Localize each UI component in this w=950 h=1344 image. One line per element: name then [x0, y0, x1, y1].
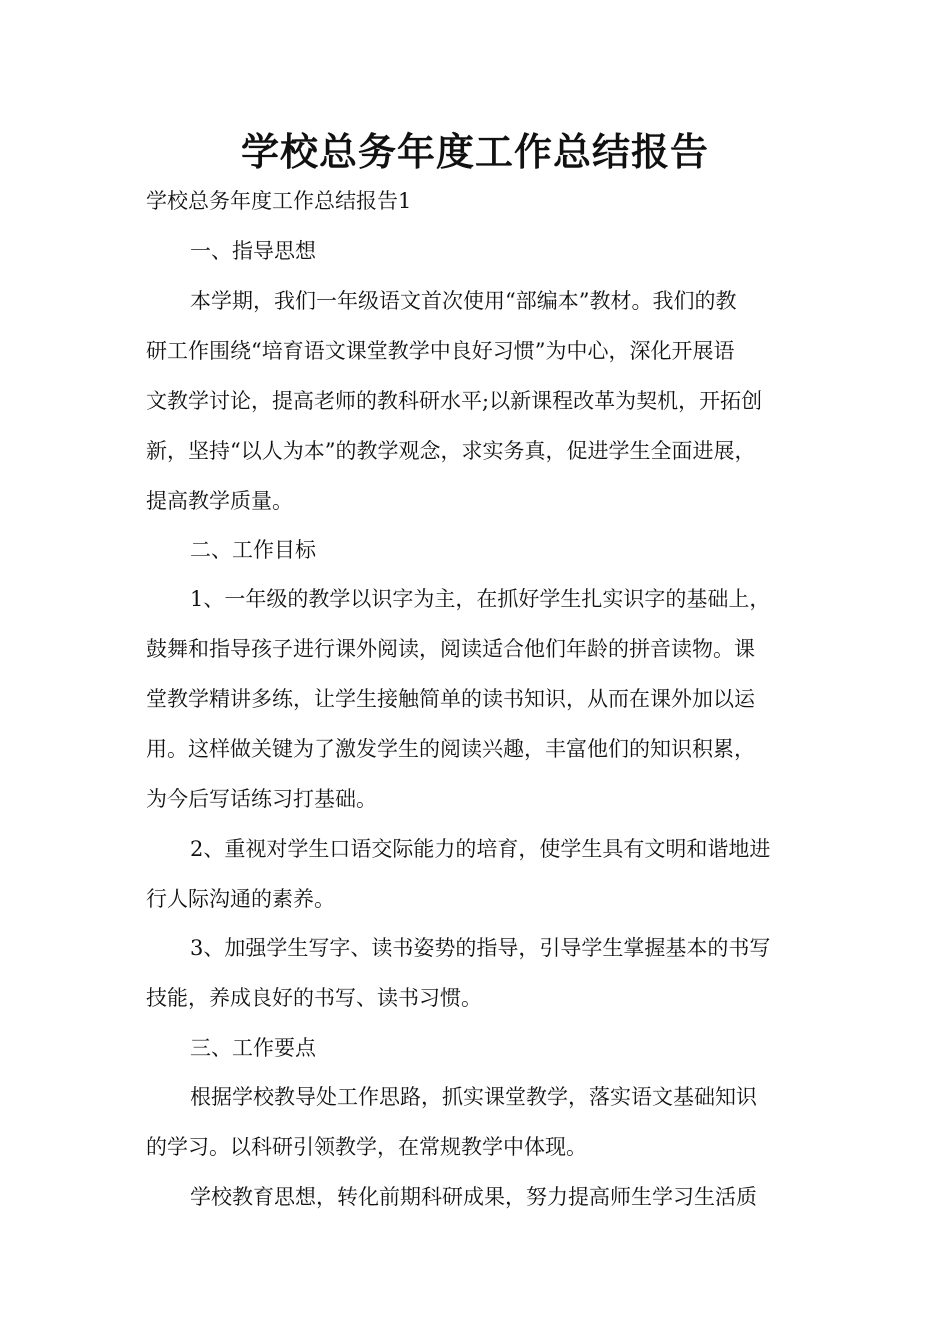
paragraph-line: 用。这样做关键为了激发学生的阅读兴趣，丰富他们的知识积累，	[146, 737, 755, 761]
paragraph-line: 根据学校教导处工作思路，抓实课堂教学，落实语文基础知识	[190, 1085, 757, 1109]
section-heading-guiding-ideology: 一、指导思想	[190, 239, 316, 263]
paragraph-line: 堂教学精讲多练，让学生接触简单的读书知识，从而在课外加以运	[146, 687, 755, 711]
paragraph-line: 的学习。以科研引领教学，在常规教学中体现。	[146, 1135, 587, 1159]
paragraph-line: 提高教学质量。	[146, 489, 293, 513]
paragraph-line: 3、加强学生写字、读书姿势的指导，引导学生掌握基本的书写	[190, 936, 771, 960]
document-title: 学校总务年度工作总结报告	[240, 130, 709, 174]
paragraph-line: 为今后写话练习打基础。	[146, 787, 377, 811]
paragraph-line: 学校教育思想，转化前期科研成果，努力提高师生学习生活质	[190, 1185, 757, 1209]
paragraph-line: 技能，养成良好的书写、读书习惯。	[146, 986, 482, 1010]
paragraph-line: 文教学讨论，提高老师的教科研水平;以新课程改革为契机，开拓创	[146, 389, 763, 413]
paragraph-line: 研工作围绕“培育语文课堂教学中良好习惯”为中心，深化开展语	[146, 339, 735, 363]
section-heading-work-points: 三、工作要点	[190, 1036, 316, 1060]
paragraph-line: 本学期，我们一年级语文首次使用“部编本”教材。我们的教	[190, 289, 737, 313]
section-heading-work-goals: 二、工作目标	[190, 538, 316, 562]
paragraph-line: 1、一年级的教学以识字为主，在抓好学生扎实识字的基础上，	[190, 587, 771, 611]
paragraph-line: 行人际沟通的素养。	[146, 887, 335, 911]
paragraph-line: 新，坚持“以人为本”的教学观念，求实务真，促进学生全面进展，	[146, 439, 756, 463]
paragraph-line: 2、重视对学生口语交际能力的培育，使学生具有文明和谐地进	[190, 837, 771, 861]
paragraph-line: 鼓舞和指导孩子进行课外阅读，阅读适合他们年龄的拼音读物。课	[146, 637, 755, 661]
document-subtitle: 学校总务年度工作总结报告1	[146, 189, 412, 213]
